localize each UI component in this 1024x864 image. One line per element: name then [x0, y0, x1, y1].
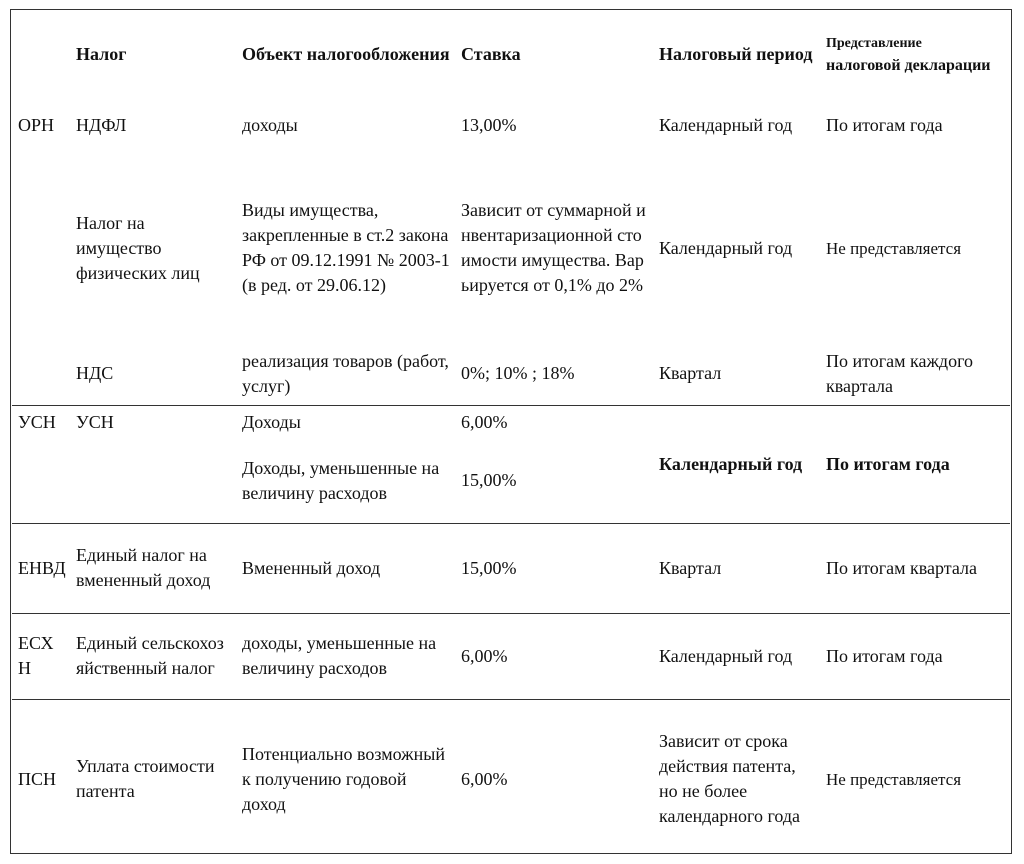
- table-row: [12, 699, 1010, 859]
- cell-object: Потенциально возможный к получению годовой доход: [242, 743, 445, 814]
- cell-object: реализация товаров (работ, услуг): [242, 350, 449, 396]
- cell-code: [12, 153, 70, 343]
- tax-regimes-table: [12, 11, 1010, 859]
- cell-object: Доходы, уменьшенные на величину расходов: [242, 457, 440, 503]
- cell-tax: Единый налог на вмененный доход: [76, 545, 211, 590]
- header-object: Объект налогообложения: [242, 44, 450, 64]
- cell-declaration: Не представляется: [826, 769, 962, 789]
- cell-rate: 15,00%: [461, 557, 517, 578]
- header-code: [12, 11, 70, 98]
- header-declaration-line1: Представление: [826, 36, 922, 51]
- cell-declaration: Не представляется: [826, 238, 962, 258]
- cell-period: Календарный год: [659, 645, 793, 666]
- cell-tax: НДС: [76, 363, 114, 384]
- cell-object: Вмененный доход: [242, 557, 381, 578]
- table-row: [12, 153, 1010, 343]
- cell-rate: 0%; 10% ; 18%: [461, 363, 575, 384]
- cell-rate: Зависит от суммарной инвентаризационной стоимости имущества. Варьируется от 0,1% до 2%: [461, 200, 646, 295]
- cell-tax: Налог на имущество физических лиц: [76, 212, 200, 283]
- cell-period: Календарный год: [659, 453, 803, 474]
- cell-code: ЕСХН: [18, 633, 54, 678]
- header-period: Налоговый период: [659, 44, 813, 64]
- cell-code: [12, 343, 70, 405]
- cell-declaration: По итогам квартала: [826, 557, 977, 578]
- header-rate: Ставка: [461, 44, 521, 64]
- table-row: [12, 405, 1010, 439]
- table-row: [12, 98, 1010, 153]
- header-tax: Налог: [76, 44, 127, 64]
- table-row: [12, 343, 1010, 405]
- cell-rate: 13,00%: [461, 115, 517, 135]
- table-row: [12, 613, 1010, 699]
- cell-tax: УСН: [76, 411, 114, 432]
- cell-tax: Единый сельскохозяйственный налог: [76, 633, 224, 678]
- cell-object: доходы: [242, 115, 298, 135]
- header-declaration: [820, 11, 1010, 98]
- cell-object: Виды имущества, закрепленные в ст.2 закона РФ от 09.12.1991 № 2003-1 (в ред. от 29.06.12): [242, 200, 450, 295]
- cell-code: УСН: [18, 411, 56, 432]
- cell-rate: 6,00%: [461, 411, 508, 432]
- table-row: [12, 523, 1010, 613]
- cell-rate: 15,00%: [461, 470, 517, 491]
- cell-object: доходы, уменьшенные на величину расходов: [242, 633, 437, 678]
- cell-declaration: По итогам каждого квартала: [826, 350, 974, 396]
- cell-rate: 6,00%: [461, 768, 508, 789]
- cell-object: Доходы: [242, 411, 301, 432]
- cell-period: Зависит от срока действия патента, но не более календарного года: [659, 731, 801, 827]
- cell-code: ЕНВД: [18, 557, 66, 578]
- cell-period: Календарный год: [659, 237, 793, 258]
- header-declaration-line2: налоговой декларации: [826, 57, 991, 74]
- table-header-row: [12, 11, 1010, 98]
- cell-period: Календарный год: [659, 115, 793, 135]
- cell-period: Квартал: [659, 363, 722, 384]
- cell-code: [12, 439, 70, 523]
- cell-declaration: По итогам года: [826, 453, 950, 474]
- cell-tax: [70, 439, 236, 523]
- cell-code: ОРН: [18, 115, 55, 135]
- cell-declaration: По итогам года: [826, 115, 943, 135]
- cell-tax: Уплата стоимости патента: [76, 756, 215, 802]
- cell-tax: НДФЛ: [76, 115, 127, 135]
- cell-declaration: По итогам года: [826, 645, 943, 666]
- cell-code: ПСН: [18, 768, 57, 789]
- cell-period: Квартал: [659, 557, 722, 578]
- cell-rate: 6,00%: [461, 645, 508, 666]
